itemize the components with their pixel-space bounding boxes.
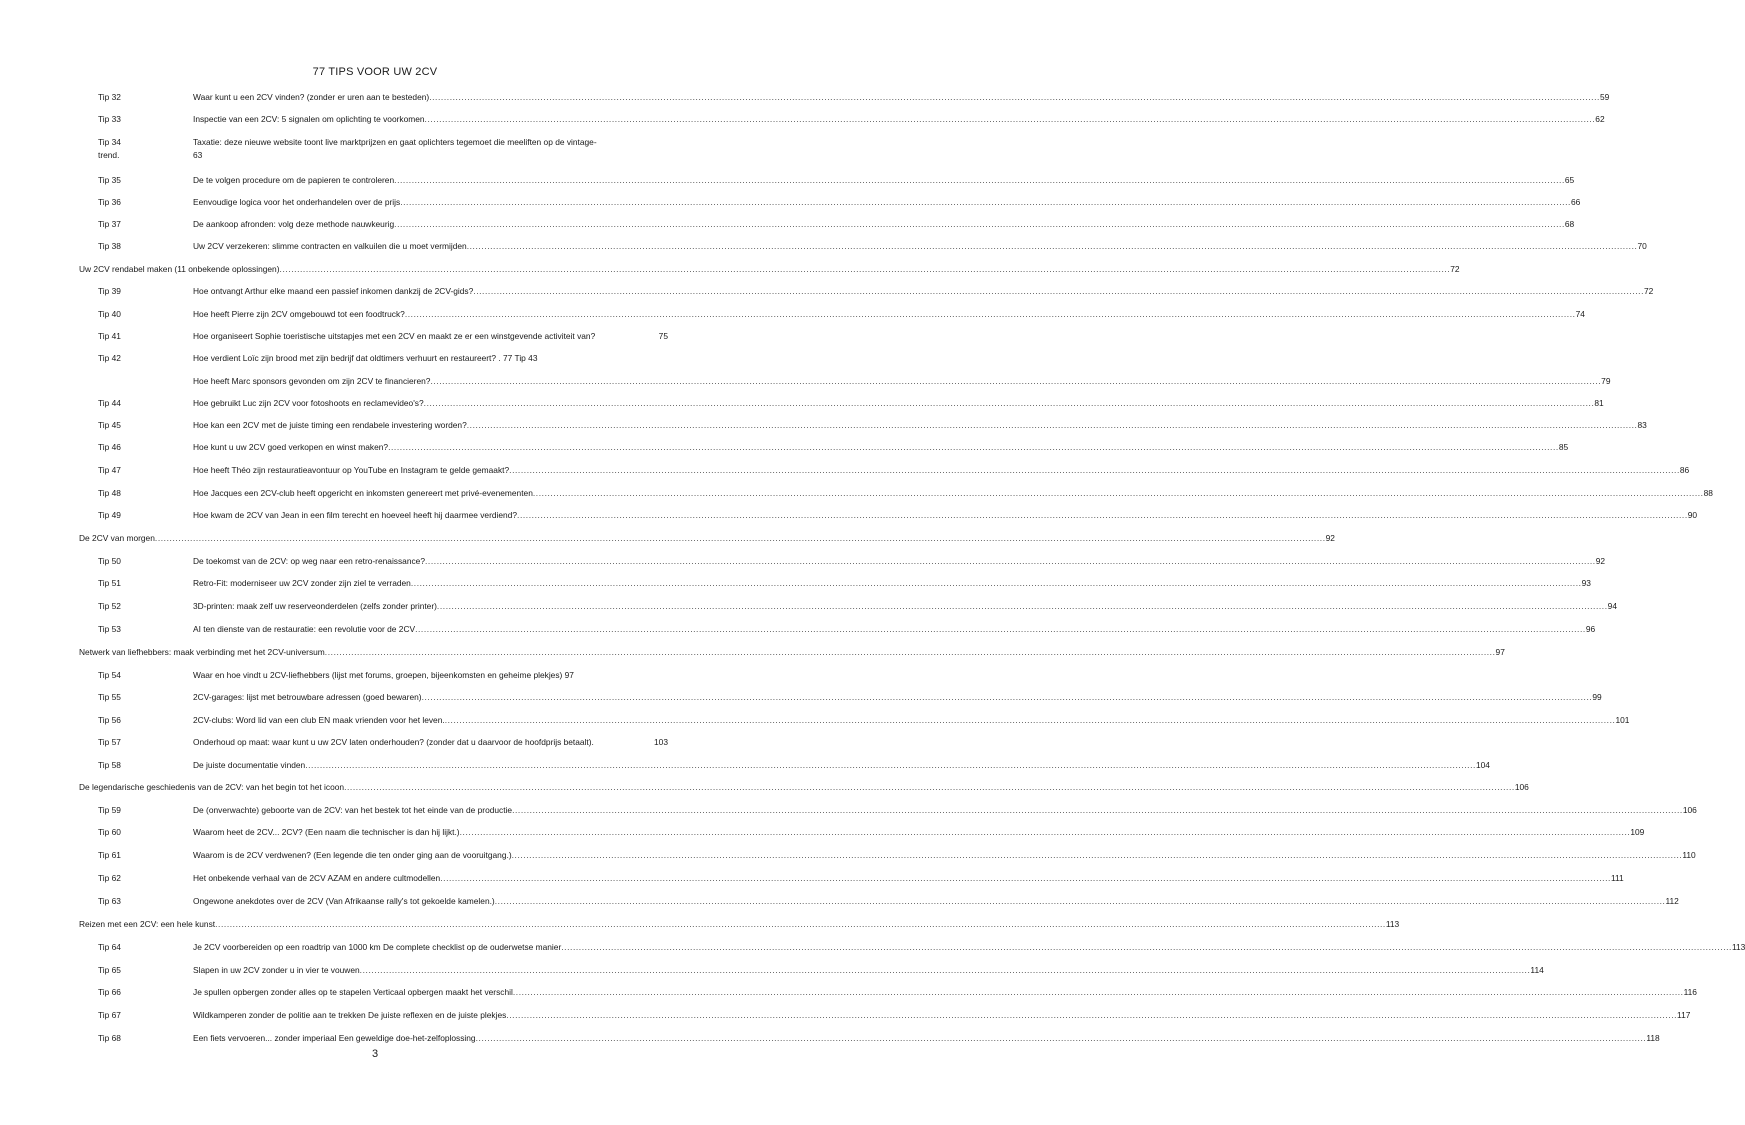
page-ref: 85 [1558,442,1569,452]
tip-title: Retro-Fit: moderniseer uw 2CV zonder zijn ziel te verraden [193,578,411,588]
dot-leader: ................................................................................................................................................................................................................................................................................................................................................................................................................ [494,896,1666,906]
page-ref: 93 [1581,578,1591,588]
tip-title: Onderhoud op maat: waar kunt u uw 2CV laten onderhouden? (zonder dat u daarvoor de hoofdprijs betaalt). [193,737,594,747]
dot-leader: ................................................................................................................................................................................................................................................................................................................................................................................................................ [359,965,1531,975]
tip-title: De juiste documentatie vinden [193,760,306,770]
page-ref: 74 [1575,309,1585,319]
tip-title: 2CV-clubs: Word lid van een club EN maak vrienden voor het leven. [193,715,445,725]
dot-leader: ................................................................................................................................................................................................................................................................................................................................................................................................................ [415,624,1586,634]
page-ref: 83 [1637,420,1647,430]
dot-leader: ................................................................................................................................................................................................................................................................................................................................................................................................................ [459,827,1631,837]
page-ref: 92 [1595,556,1606,566]
tip-title: Hoe heeft Pierre zijn 2CV omgebouwd tot een foodtruck? [193,309,405,319]
tip-title: 2CV-garages: lijst met betrouwbare adressen (goed bewaren) [193,692,422,702]
section-line [79,919,1400,930]
tip-label-continued: trend. [98,150,120,160]
page-ref: 81 [1594,398,1604,408]
page-ref: 88 [1703,488,1713,498]
tip-label: Tip 64 [98,942,121,952]
tip-title: Hoe kwam de 2CV van Jean in een film terecht en hoeveel heeft hij daarmee verdiend? [193,510,518,520]
dot-leader: ................................................................................................................................................................................................................................................................................................................................................................................................................ [466,420,1638,430]
tip-label: Tip 38 [98,241,121,251]
page-ref: 70 [1637,241,1647,251]
dot-leader: ................................................................................................................................................................................................................................................................................................................................................................................................................ [444,715,1616,725]
tip-line [193,286,1654,297]
tip-title: Hoe heeft Marc sponsors gevonden om zijn 2CV te financieren? [193,376,431,386]
page-ref: 116 [1683,987,1697,997]
page-ref: 75 [658,331,668,341]
section-line [79,264,1460,275]
page-ref: 59 [1599,92,1610,102]
tip-title: Hoe kan een 2CV met de juiste timing een rendabele investering worden? [193,420,467,430]
tip-label: Tip 52 [98,601,121,611]
page-ref: 90 [1687,510,1698,520]
dot-leader: ................................................................................................................................................................................................................................................................................................................................................................................................................ [423,398,1595,408]
dot-leader: ................................................................................................................................................................................................................................................................................................................................................................................................................ [440,873,1611,883]
dot-leader: ................................................................................................................................................................................................................................................................................................................................................................................................................ [512,805,1683,815]
page-ref: 62 [1595,114,1605,124]
dot-leader: ................................................................................................................................................................................................................................................................................................................................................................................................................ [561,942,1732,952]
page-ref: 113 [1731,942,1745,952]
tip-label: Tip 61 [98,850,121,860]
dot-leader: ................................................................................................................................................................................................................................................................................................................................................................................................................ [506,1010,1678,1020]
tip-line [193,376,1611,387]
dot-leader: ................................................................................................................................................................................................................................................................................................................................................................................................................ [279,264,1451,274]
dot-leader: ................................................................................................................................................................................................................................................................................................................................................................................................................ [532,488,1704,498]
tip-label: Tip 41 [98,331,121,341]
page-ref: 99 [1592,692,1602,702]
tip-title: Hoe ontvangt Arthur elke maand een passief inkomen dankzij de 2CV-gids? [193,286,474,296]
tip-label: Tip 56 [98,715,121,725]
tip-line [193,987,1697,998]
dot-leader: ................................................................................................................................................................................................................................................................................................................................................................................................................ [436,601,1608,611]
section-title: Uw 2CV rendabel maken (11 onbekende oplossingen) [79,264,280,274]
tip-title: Je 2CV voorbereiden op een roadtrip van 1000 km De complete checklist op de ouderwetse manier [193,942,562,952]
tip-title: Hoe organiseert Sophie toeristische uitstapjes met een 2CV en maakt ze er een winstgevende activiteit van? [193,331,596,341]
section-title: De 2CV van morgen [79,533,155,543]
dot-leader: ................................................................................................................................................................................................................................................................................................................................................................................................................ [305,760,1476,770]
dot-leader: ................................................................................................................................................................................................................................................................................................................................................................................................................ [154,533,1326,543]
tip-line [193,760,1490,771]
dot-leader: ................................................................................................................................................................................................................................................................................................................................................................................................................ [512,987,1684,997]
dot-leader [594,737,654,748]
page-ref: 106 [1682,805,1697,815]
page-ref: 104 [1475,760,1490,770]
tip-label: Tip 50 [98,556,121,566]
tip-line [193,510,1698,521]
tip-label: Tip 36 [98,197,121,207]
dot-leader: ................................................................................................................................................................................................................................................................................................................................................................................................................ [424,114,1596,124]
section-title: Reizen met een 2CV: een hele kunst [79,919,216,929]
tip-title: De toekomst van de 2CV: op weg naar een retro-renaissance? [193,556,425,566]
tip-label: Tip 35 [98,175,121,185]
tip-line [193,114,1605,125]
tip-line [193,331,668,342]
tip-label: Tip 44 [98,398,121,408]
tip-label: Tip 58 [98,760,121,770]
tip-line [193,309,1585,320]
page-ref: 106 [1514,782,1529,792]
tip-label: Tip 53 [98,624,121,634]
dot-leader: ................................................................................................................................................................................................................................................................................................................................................................................................................ [475,1033,1647,1043]
tip-label: Tip 32 [98,92,121,102]
page-ref: 117 [1677,1010,1691,1020]
tip-title: Waar en hoe vindt u 2CV-liefhebbers (lijst met forums, groepen, bijeenkomsten en geheime plekjes) 97 [193,670,574,680]
tip-label: Tip 60 [98,827,121,837]
tip-label: Tip 59 [98,805,121,815]
tip-label: Tip 46 [98,442,121,452]
tip-line [193,601,1617,612]
tip-label: Tip 40 [98,309,121,319]
dot-leader: ................................................................................................................................................................................................................................................................................................................................................................................................................ [517,510,1688,520]
tip-title: Waarom heet de 2CV... 2CV? (Een naam die technischer is dan hij lijkt.) [193,827,460,837]
tip-label: Tip 66 [98,987,121,997]
tip-line [193,219,1575,230]
tip-line [193,175,1575,186]
tip-label: Tip 49 [98,510,121,520]
tip-title: De te volgen procedure om de papieren te controleren [193,175,395,185]
dot-leader: ................................................................................................................................................................................................................................................................................................................................................................................................................ [473,286,1645,296]
section-title: Netwerk van liefhebbers: maak verbinding met het 2CV-universum [79,647,325,657]
page-ref: 96 [1585,624,1596,634]
tip-title: Hoe Jacques een 2CV-club heeft opgericht en inkomsten genereert met privé-evenementen [193,488,533,498]
dot-leader [595,331,658,342]
tip-line [193,92,1610,103]
tip-title: De (onverwachte) geboorte van de 2CV: van het bestek tot het einde van de productie [193,805,513,815]
tip-line [193,805,1697,816]
tip-label: Tip 34 [98,137,121,147]
page-ref: 86 [1679,465,1690,475]
tip-title: Wildkamperen zonder de politie aan te trekken De juiste reflexen en de juiste plekjes [193,1010,507,1020]
tip-line [193,965,1544,976]
tip-line [193,197,1581,208]
dot-leader: ................................................................................................................................................................................................................................................................................................................................................................................................................ [430,376,1602,386]
tip-label: Tip 51 [98,578,121,588]
tip-title: Waarom is de 2CV verdwenen? (Een legende die ten onder ging aan de vooruitgang.) [193,850,512,860]
tip-title: De aankoop afronden: volg deze methode nauwkeurig [193,219,395,229]
page-ref: 94 [1607,601,1617,611]
tip-title: Het onbekende verhaal van de 2CV AZAM en andere cultmodellen [193,873,441,883]
tip-line [193,692,1602,703]
tip-label: Tip 42 [98,353,121,363]
dot-leader: ................................................................................................................................................................................................................................................................................................................................................................................................................ [324,647,1496,657]
dot-leader: ................................................................................................................................................................................................................................................................................................................................................................................................................ [425,556,1596,566]
tip-label: Tip 48 [98,488,121,498]
tip-line [193,850,1696,861]
section-line [79,782,1529,793]
page-title: 77 TIPS VOOR UW 2CV [312,66,438,78]
tip-line [193,420,1647,431]
tip-label: Tip 68 [98,1033,121,1043]
page-number: 3 [371,1048,379,1060]
tip-line [193,556,1606,567]
dot-leader: ................................................................................................................................................................................................................................................................................................................................................................................................................ [388,442,1559,452]
dot-leader: ................................................................................................................................................................................................................................................................................................................................................................................................................ [215,919,1386,929]
page-ref: 92 [1325,533,1335,543]
tip-title: Eenvoudige logica voor het onderhandelen over de prijs [193,197,401,207]
tip-label: Tip 39 [98,286,121,296]
tip-label: Tip 47 [98,465,121,475]
page-ref: 103 [654,737,668,747]
section-title: De legendarische geschiedenis van de 2CV: van het begin tot het icoon [79,782,345,792]
page-ref: 66 [1570,197,1581,207]
page-ref: 72 [1450,264,1460,274]
dot-leader: ................................................................................................................................................................................................................................................................................................................................................................................................................ [344,782,1515,792]
tip-line [193,1033,1660,1044]
tip-label: Tip 63 [98,896,121,906]
tip-label: Tip 67 [98,1010,121,1020]
tip-title: Slapen in uw 2CV zonder u in vier te vouwen [193,965,360,975]
page-ref: 110 [1682,850,1696,860]
tip-line [193,1010,1691,1021]
page-ref: 65 [1564,175,1575,185]
tip-title: Hoe gebruikt Luc zijn 2CV voor fotoshoots en reclamevideo's? [193,398,424,408]
tip-line [193,896,1679,907]
dot-leader: ................................................................................................................................................................................................................................................................................................................................................................................................................ [429,92,1600,102]
page-ref: 68 [1564,219,1575,229]
page-ref: 112 [1665,896,1679,906]
page-ref: 118 [1646,1033,1660,1043]
dot-leader: ................................................................................................................................................................................................................................................................................................................................................................................................................ [410,578,1582,588]
dot-leader: ................................................................................................................................................................................................................................................................................................................................................................................................................ [404,309,1576,319]
tip-line [193,442,1569,453]
tip-label: Tip 54 [98,670,121,680]
tip-line [193,942,1745,953]
tip-label: Tip 45 [98,420,121,430]
tip-title: Ongewone anekdotes over de 2CV (Van Afrikaanse rally's tot gekoelde kamelen.) [193,896,495,906]
tip-label: Tip 62 [98,873,121,883]
tip-title: 3D-printen: maak zelf uw reserveonderdelen (zelfs zonder printer) [193,601,437,611]
dot-leader: ................................................................................................................................................................................................................................................................................................................................................................................................................ [394,175,1565,185]
tip-line [193,624,1596,635]
tip-label: Tip 65 [98,965,121,975]
page-ref: 101 [1615,715,1630,725]
tip-title: Hoe verdient Loïc zijn brood met zijn bedrijf dat oldtimers verhuurt en restaureert? . 77 Tip 43 [193,353,538,363]
tip-title: Een fiets vervoeren... zonder imperiaal Een geweldige doe-het-zelfoplossing [193,1033,476,1043]
page-ref: 111 [1610,873,1624,883]
page-ref: 79 [1601,376,1611,386]
tip-line [193,827,1645,838]
tip-line [193,465,1690,476]
tip-line [193,578,1591,589]
dot-leader: ................................................................................................................................................................................................................................................................................................................................................................................................................ [400,197,1571,207]
tip-title: Waar kunt u een 2CV vinden? (zonder er uren aan te besteden) [193,92,430,102]
tip-line [193,398,1604,409]
tip-line [193,488,1713,499]
dot-leader: ................................................................................................................................................................................................................................................................................................................................................................................................................ [509,465,1680,475]
tip-line [193,873,1624,884]
tip-line [193,241,1647,252]
page-ref: 109 [1630,827,1645,837]
page-ref: 97 [1495,647,1505,657]
tip-label: Tip 33 [98,114,121,124]
tip-line [193,737,668,748]
tip-label: Tip 57 [98,737,121,747]
tip-label: Tip 37 [98,219,121,229]
tip-title: Uw 2CV verzekeren: slimme contracten en valkuilen die u moet vermijden [193,241,467,251]
tip-title: AI ten dienste van de restauratie: een revolutie voor de 2CV [193,624,416,634]
dot-leader: ................................................................................................................................................................................................................................................................................................................................................................................................................ [421,692,1593,702]
dot-leader: ................................................................................................................................................................................................................................................................................................................................................................................................................ [466,241,1638,251]
dot-leader: ................................................................................................................................................................................................................................................................................................................................................................................................................ [511,850,1683,860]
section-line [79,647,1505,658]
tip-title: Taxatie: deze nieuwe website toont live marktprijzen en gaat oplichters tegemoet die meeliften op de vintage- [193,137,597,147]
tip-title: Inspectie van een 2CV: 5 signalen om oplichting te voorkomen [193,114,425,124]
page-ref: 114 [1530,965,1544,975]
page-ref: 113 [1385,919,1400,929]
tip-title: Je spullen opbergen zonder alles op te stapelen Verticaal opbergen maakt het verschil [193,987,513,997]
tip-title: Hoe kunt u uw 2CV goed verkopen en winst maken? [193,442,389,452]
tip-title: Hoe heeft Théo zijn restauratieavontuur op YouTube en Instagram te gelde gemaakt? [193,465,510,475]
tip-label: Tip 55 [98,692,121,702]
page-ref: 72 [1644,286,1654,296]
tip-line [193,715,1630,726]
section-line [79,533,1335,544]
page-ref: 63 [193,150,203,160]
dot-leader: ................................................................................................................................................................................................................................................................................................................................................................................................................ [394,219,1565,229]
